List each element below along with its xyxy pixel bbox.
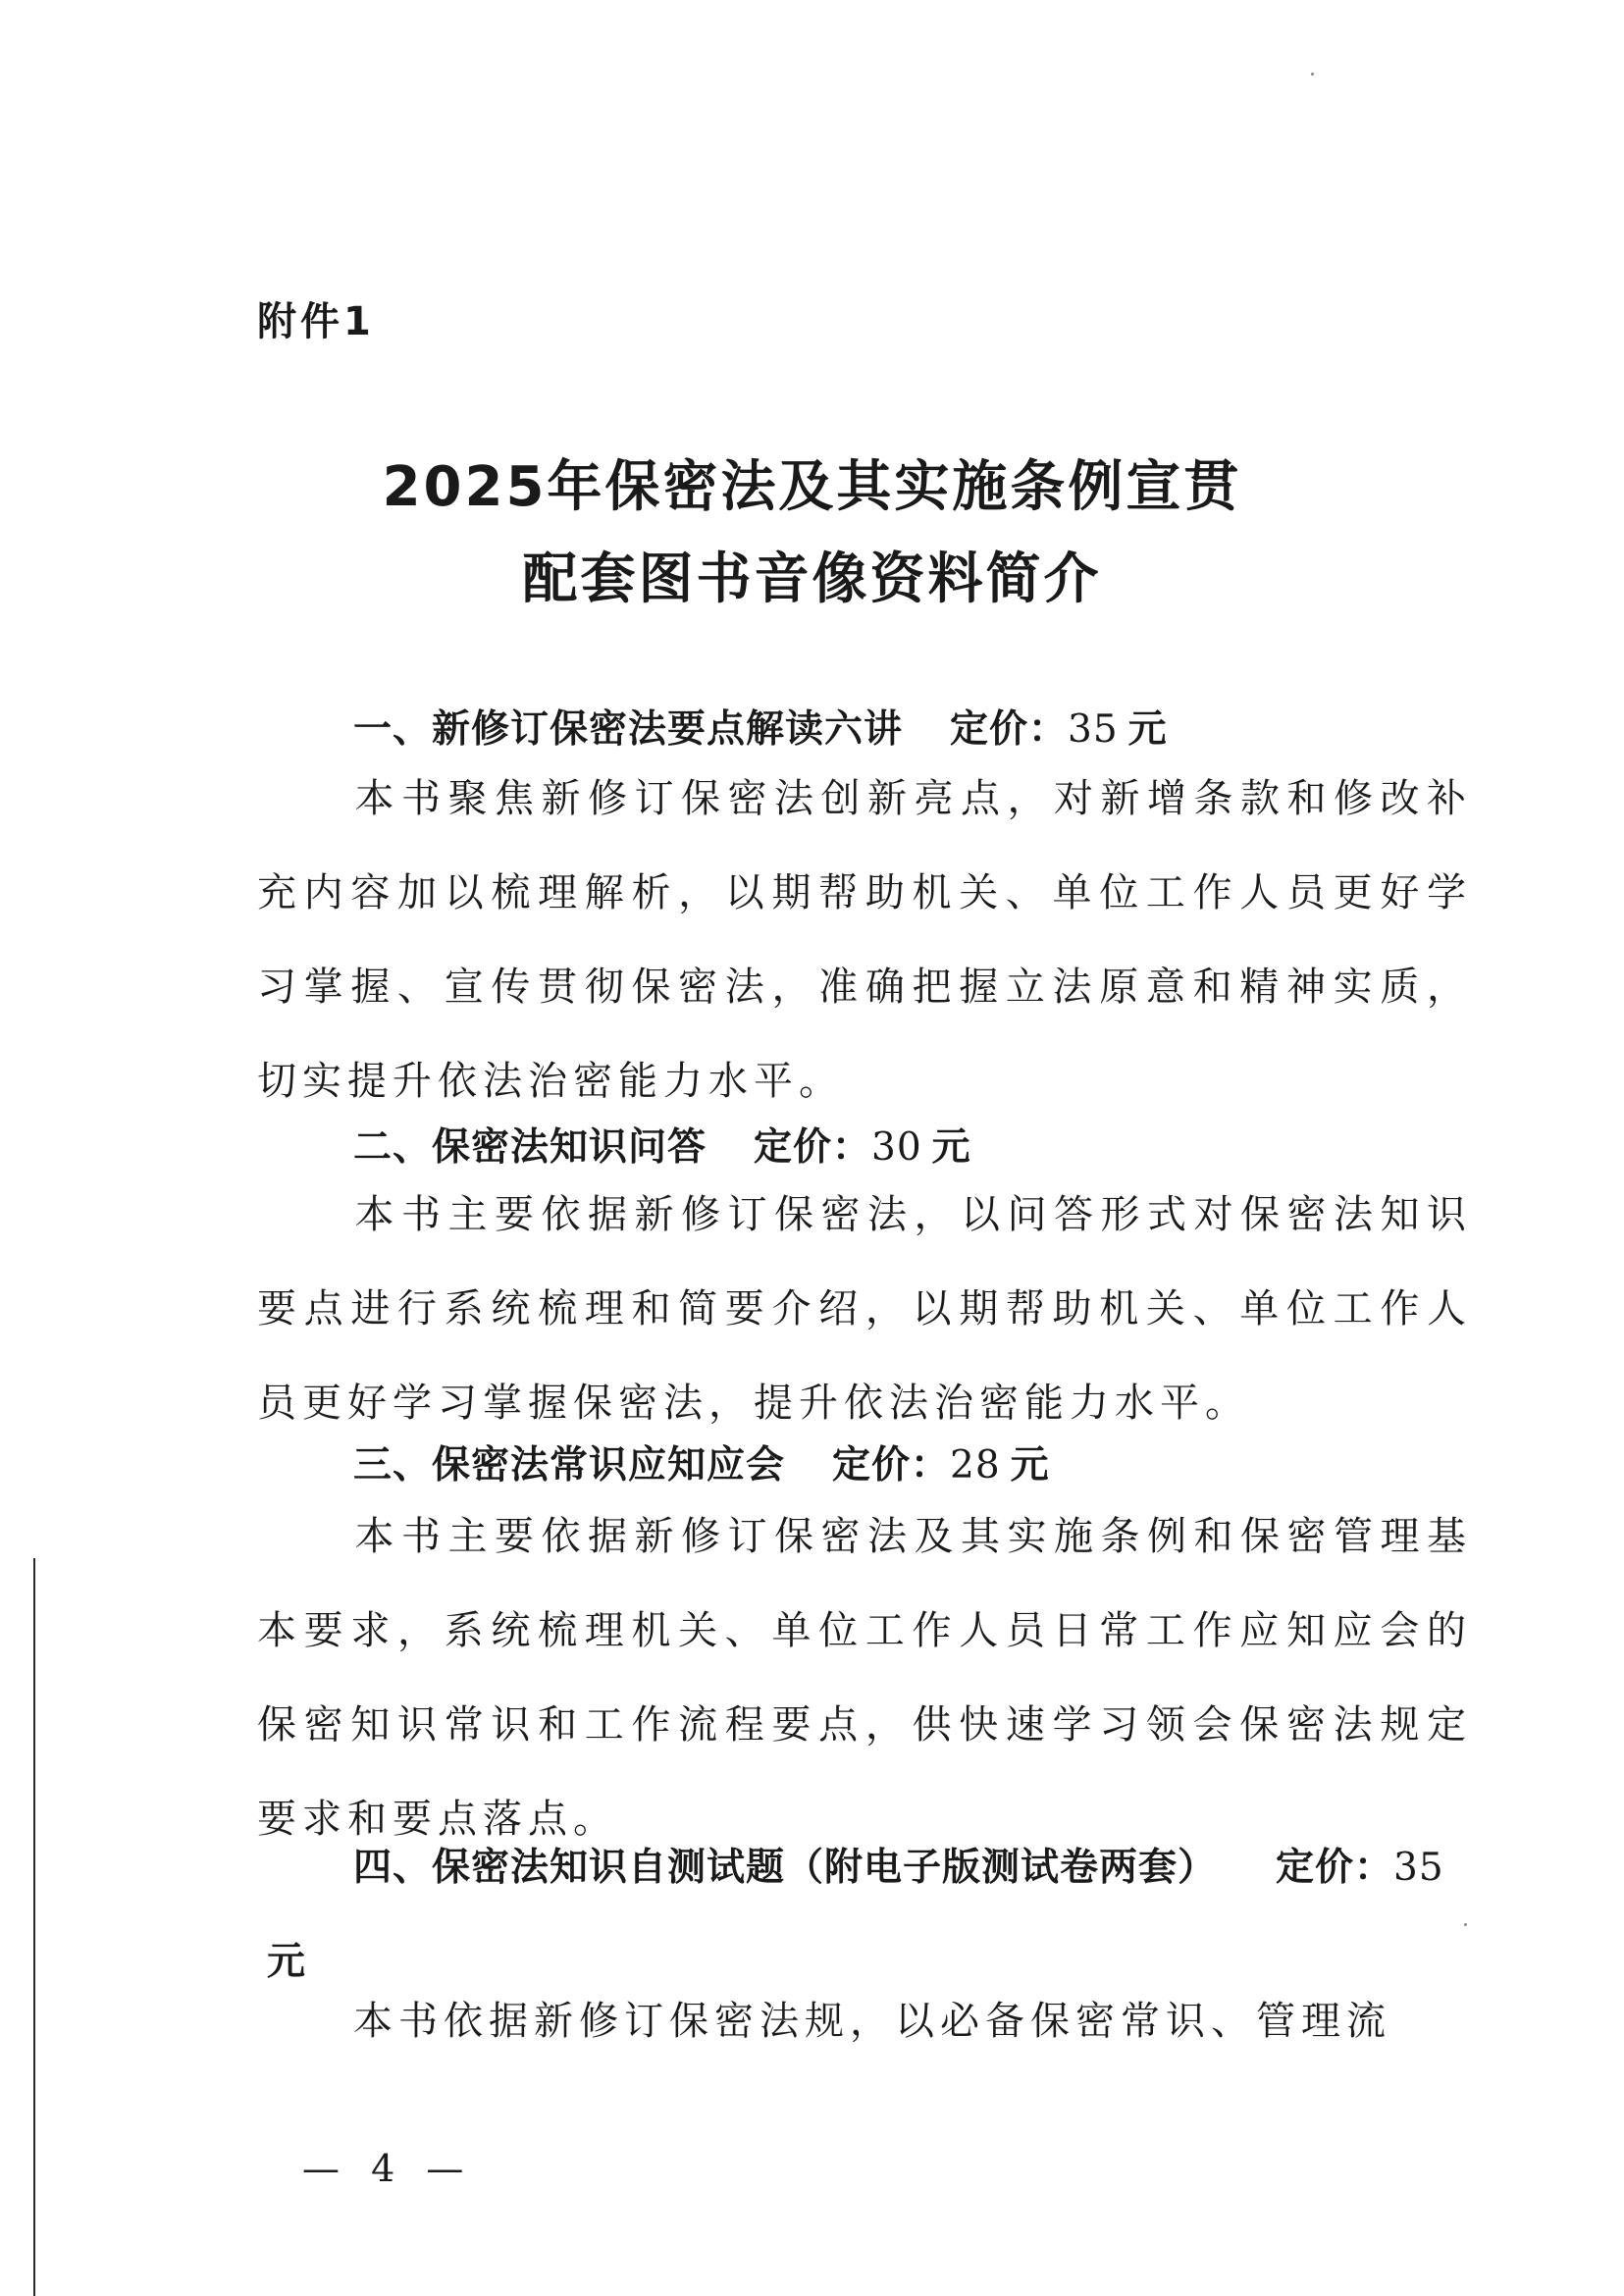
section-description-3 [257, 1489, 1472, 1866]
section-description-2 [257, 1168, 1472, 1450]
scan-speck [1311, 73, 1314, 76]
price-value: 28 [950, 1443, 1001, 1487]
page-number: — 4 — [302, 2147, 474, 2190]
price-unit: 元 [1010, 1443, 1050, 1487]
description-text: 本书主要依据新修订保密法及其实施条例和保密管理基本要求，系统梳理机关、单位工作人员日常工作应知应会的保密知识常识和工作流程要点，供快速学习领会保密法规定要求和要点落点。 [257, 1514, 1472, 1842]
section-heading-1 [353, 699, 1472, 754]
price-label: 定价： [832, 1443, 951, 1487]
section-description-1 [257, 752, 1472, 1128]
price-label: 定价： [1276, 1846, 1394, 1890]
price-unit: 元 [931, 1125, 971, 1170]
section-title: 二、保密法知识问答 [353, 1125, 707, 1170]
section-description-4 [257, 1974, 1472, 2068]
price-value: 30 [871, 1125, 922, 1170]
section-heading-2 [353, 1117, 1472, 1172]
description-text: 本书聚焦新修订保密法创新亮点，对新增条款和修改补充内容加以梳理解析，以期帮助机关、单位工作人员更好学习掌握、宣传贯彻保密法，准确把握立法原意和精神实质，切实提升依法治密能力水平。 [257, 776, 1472, 1104]
attachment-label: 附件1 [257, 299, 375, 344]
price-value: 35 [1393, 1846, 1444, 1890]
section-title: 三、保密法常识应知应会 [353, 1443, 786, 1487]
price-unit: 元 [267, 1940, 307, 1984]
description-text: 本书主要依据新修订保密法，以问答形式对保密法知识要点进行系统梳理和简要介绍，以期帮助机关、单位工作人员更好学习掌握保密法，提升依法治密能力水平。 [257, 1192, 1472, 1426]
price-value: 35 [1068, 707, 1119, 752]
section-title: 四、保密法知识自测试题（附电子版测试卷两套） [353, 1846, 1218, 1890]
scan-speck [1464, 1923, 1467, 1926]
section-title: 一、新修订保密法要点解读六讲 [353, 707, 904, 752]
price-label: 定价： [754, 1125, 872, 1170]
document-title-line-1: 2025年保密法及其实施条例宣贯 [382, 455, 1242, 519]
price-label: 定价： [950, 707, 1069, 752]
document-title-line-2: 配套图书音像资料简介 [522, 548, 1102, 611]
description-text: 本书依据新修订保密法规，以必备保密常识、管理流 [353, 1999, 1391, 2044]
price-unit: 元 [1127, 707, 1168, 752]
binding-margin-line [33, 1558, 35, 2296]
section-heading-3 [353, 1435, 1472, 1489]
